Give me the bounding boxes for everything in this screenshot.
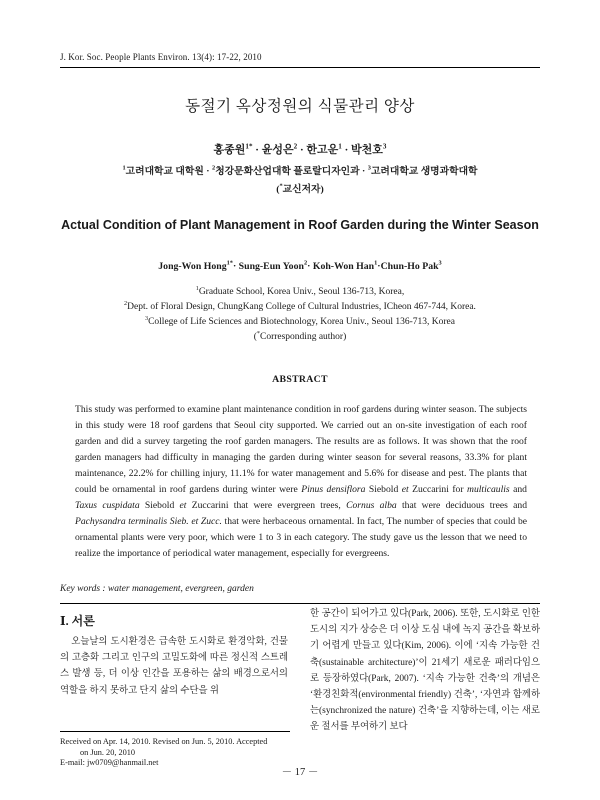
author-mark: 1 xyxy=(338,142,342,151)
abstract-text: that were deciduous trees and xyxy=(396,499,527,511)
left-column xyxy=(60,634,288,699)
affiliation-separator: · xyxy=(359,166,368,177)
affiliation-text: 청강문화산업대학 플로랄디자인과 xyxy=(215,166,360,177)
author-mark: 3 xyxy=(438,259,442,267)
abstract-italic: Cornus alba xyxy=(346,499,397,511)
affiliation-text: 고려대학교 생명과학대학 xyxy=(370,166,478,177)
korean-affiliations xyxy=(0,163,600,177)
header-rule xyxy=(60,67,540,68)
author-mark: 1* xyxy=(245,142,253,151)
korean-authors xyxy=(0,141,600,157)
affiliation-line xyxy=(0,287,600,297)
author-separator: · xyxy=(377,261,381,272)
abstract-text: Siebold xyxy=(365,483,402,495)
korean-corresponding: (*교신저자) xyxy=(276,182,324,195)
abstract-text: Siebold xyxy=(139,499,180,511)
right-column xyxy=(310,606,540,736)
abstract-italic: Pachysandra terminalis Sieb. et Zucc. xyxy=(75,515,222,527)
author-name: 박천호 xyxy=(351,144,383,156)
intro-paragraph-left: 오늘날의 도시환경은 급속한 도시화로 환경악화, 건물의 고층화 그리고 인구의 고밀도화에 따른 정신적 스트레스 발생 등, 더 이상 인간을 포용하는 삶의 배경으로서의 역할을 하지 못하고 단지 삶의 수단을 위 xyxy=(60,637,288,696)
author-separator: · xyxy=(252,144,262,156)
english-authors xyxy=(0,261,600,272)
abstract-heading: ABSTRACT xyxy=(272,374,328,385)
author-mark: 2 xyxy=(303,259,308,267)
author-separator: · xyxy=(297,144,307,156)
affiliation-mark: 3 xyxy=(145,315,149,322)
affiliation-mark: 2 xyxy=(124,300,128,307)
affiliation-line xyxy=(0,317,600,327)
section-heading: Ⅰ. 서론 xyxy=(60,614,95,628)
author-name: Chun-Ho Pak xyxy=(380,261,439,272)
affiliation-separator: · xyxy=(203,166,212,177)
author-separator: · xyxy=(341,144,351,156)
abstract-text: that were herbaceous ornamental. In fact, The number of species that could be ornamental plants were very poor, which were 1 to 3 in each category. The study gave us the lesson that we need to realize the importance of periodical water management, especially for evergreens. xyxy=(75,515,528,559)
author-mark: 1 xyxy=(374,259,378,267)
affiliation-text: College of Life Sciences and Biotechnology, Korea Univ., Seoul 136-713, Korea xyxy=(148,317,455,327)
affiliation-text: 고려대학교 대학원 xyxy=(125,166,204,177)
abstract-italic: et xyxy=(401,483,409,495)
abstract-text: This study was performed to examine plant maintenance condition in roof gardens during winter season. The subjects in this study were 18 roof gardens that Seoul city supported. We carried out an on-site investigation of each roof garden and did a survey targeting the roof garden managers. The results are as follows. It was shown that the roof garden managers had difficulty in managing the garden during winter season for several reasons, 33.3% for plant maintenance, 22.2% for chilling injury, 11.1% for water management and 5.6% for disease and pest. The plants that could be ornamental in roof gardens during winter were xyxy=(75,404,527,495)
abstract-body xyxy=(75,402,527,562)
abstract-italic: multicaulis xyxy=(467,483,510,495)
footnote-email: E-mail: jw0709@hanmail.net xyxy=(60,758,159,767)
affiliation-text: Dept. of Floral Design, ChungKang College of Cultural Industries, ICheon 467-744, Korea. xyxy=(127,302,476,312)
affiliation-mark: * xyxy=(256,330,260,337)
author-separator: · xyxy=(232,261,239,272)
abstract-italic: Pinus densiflora xyxy=(301,483,366,495)
affiliation-prefix: ( xyxy=(253,332,257,342)
author-mark: 2 xyxy=(293,142,298,151)
abstract-text: Zuccarini that were evergreen trees, xyxy=(186,499,347,511)
footnote-received: Received on Apr. 14, 2010. Revised on Jun. 5, 2010. Accepted xyxy=(60,737,268,746)
author-name: Jong-Won Hong xyxy=(158,261,227,272)
author-name: Sung-Eun Yoon xyxy=(238,261,304,272)
keywords-rule xyxy=(60,603,540,604)
intro-paragraph-right: 한 공간이 되어가고 있다(Park, 2006). 또한, 도시화로 인한 도시의 지가 상승은 더 이상 도심 내에 녹지 공간을 확보하기 어렵게 만들고 있다(Kim, 2006). 이에 ‘지속 가능한 건축(sustainable architecture)’이 21세기 새로운 패러다임으로 등장하였다(Park, 2007). ‘지속 가능한 건축’의 개념은 ‘환경친화적(environmental friendly) 건축’, ‘자연과 함께하는(synchronized the nature) 건축’을 지향하는데, 이는 새로운 절서를 부여하기 보다 xyxy=(310,609,540,733)
author-mark: 3 xyxy=(382,142,387,151)
abstract-text: Zuccarini for xyxy=(408,483,468,495)
affiliation-line xyxy=(0,302,600,312)
korean-title: 동절기 옥상정원의 식물관리 양상 xyxy=(185,98,415,115)
footnote-accepted: on Jun. 20, 2010 xyxy=(80,747,136,757)
journal-citation: J. Kor. Soc. People Plants Environ. 13(4): 17-22, 2010 xyxy=(60,52,262,62)
author-name: 한고운 xyxy=(306,144,339,156)
keywords: Key words : water management, evergreen, garden xyxy=(60,584,254,594)
corresponding-label: 교신저자 xyxy=(282,184,321,195)
english-title: Actual Condition of Plant Management in Roof Garden during the Winter Season xyxy=(61,218,539,232)
affiliation-mark: 1 xyxy=(195,285,199,292)
affiliation-line xyxy=(0,332,600,342)
affiliation-mark: 2 xyxy=(212,164,216,172)
affiliation-text: Corresponding author) xyxy=(259,332,347,342)
affiliation-mark: 3 xyxy=(367,164,371,172)
corresponding-mark: * xyxy=(279,182,283,190)
author-mark: 1* xyxy=(226,259,233,267)
footnote-rule xyxy=(60,731,290,732)
author-name: 윤성은 xyxy=(261,144,294,156)
abstract-italic: et xyxy=(179,499,187,511)
author-separator: · xyxy=(307,261,313,272)
author-name: Koh-Won Han xyxy=(312,261,375,272)
abstract-text: and xyxy=(509,483,527,495)
affiliation-mark: 1 xyxy=(122,164,126,172)
affiliation-text: Graduate School, Korea Univ., Seoul 136-713, Korea, xyxy=(198,287,405,297)
author-name: 홍종원 xyxy=(213,144,246,156)
page-number: － 17 － xyxy=(281,767,319,778)
abstract-italic: Taxus cuspidata xyxy=(75,499,140,511)
